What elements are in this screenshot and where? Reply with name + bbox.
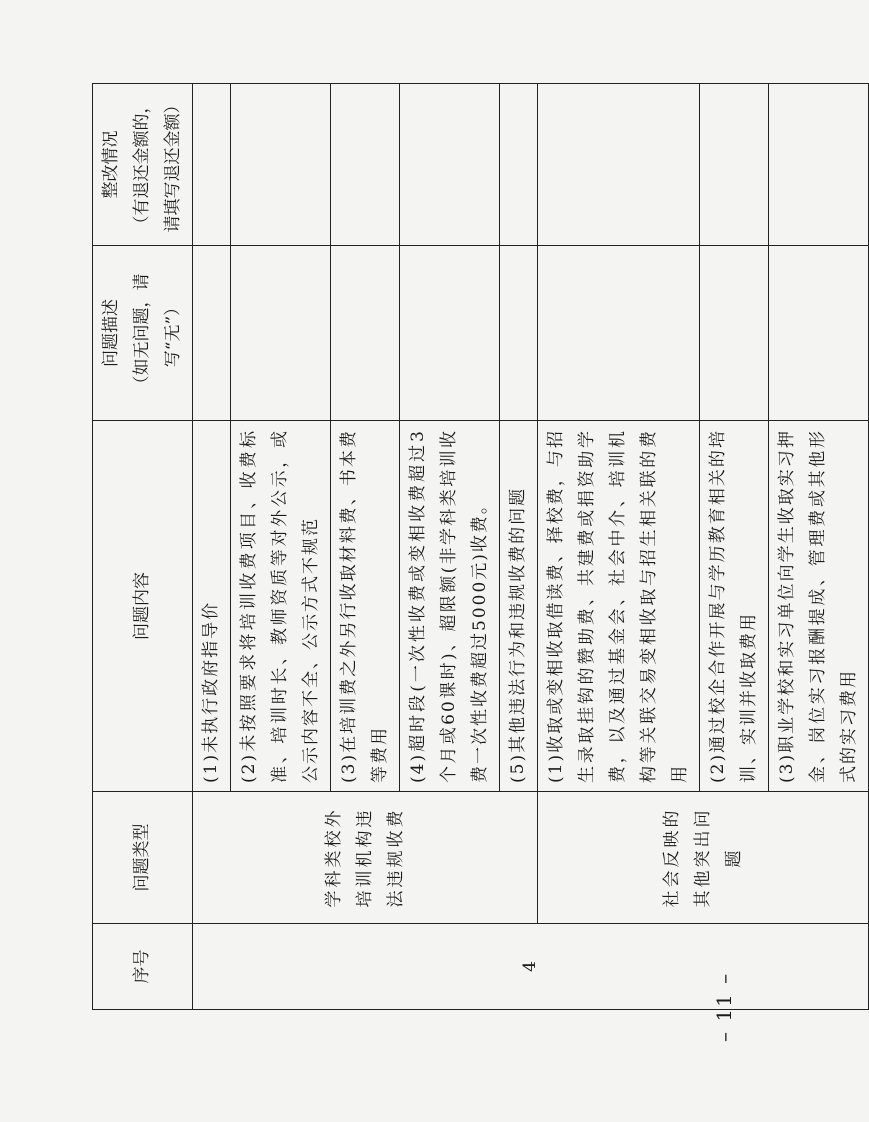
problem-item: (1)未执行政府指导价 — [193, 421, 231, 792]
rectification-cell[interactable] — [331, 84, 400, 246]
problem-item: (2)未按照要求将培训收费项目、收费标准、培训时长、教师资质等对外公示，或公示内容不全、公示方式不规范 — [231, 421, 331, 792]
rectification-cell[interactable] — [538, 84, 700, 246]
rectification-cell[interactable] — [193, 84, 231, 246]
header-rectification — [93, 84, 193, 246]
problem-item: (3)在培训费之外另行收取材料费、书本费等费用 — [331, 421, 400, 792]
serial-number: 4 — [193, 924, 869, 1010]
table-row — [538, 84, 700, 1010]
header-description-title: 问题描述 — [101, 299, 121, 367]
description-cell[interactable] — [331, 246, 400, 421]
problem-item: (1)收取或变相收取借读费、择校费，与招生录取挂钩的赞助费、共建费或捐资助学费，以及通过基金会、社会中介、培训机构等关联交易变相收取与招生相关联的费用 — [538, 421, 700, 792]
rectification-cell[interactable] — [231, 84, 331, 246]
description-cell[interactable] — [700, 246, 769, 421]
description-cell[interactable] — [193, 246, 231, 421]
header-problem-type: 问题类型 — [93, 792, 193, 924]
rectification-cell[interactable] — [400, 84, 500, 246]
header-rectification-title: 整改情况 — [101, 130, 121, 199]
problem-item: (3)职业学校和实习单位向学生收取实习押金、岗位实习报酬提成、管理费或其他形式的实习费用 — [769, 421, 869, 792]
problem-type-training: 学科类校外培训机构违法违规收费 — [193, 792, 538, 924]
problem-type-other: 社会反映的其他突出问题 — [538, 792, 869, 924]
description-cell[interactable] — [231, 246, 331, 421]
problem-item: (4)超时段(一次性收费或变相收费超过3个月或60课时)、超限额(非学科类培训收费一次性收费超过5000元)收费。 — [400, 421, 500, 792]
description-cell[interactable] — [400, 246, 500, 421]
description-cell[interactable] — [538, 246, 700, 421]
problem-item: (5)其他违法行为和违规收费的问题 — [500, 421, 538, 792]
rectification-cell[interactable] — [769, 84, 869, 246]
problem-item: (2)通过校企合作开展与学历教育相关的培训、实训并收取费用 — [700, 421, 769, 792]
rectification-cell[interactable] — [500, 84, 538, 246]
header-rectification-note: （有退还金额的，请填写退还金额） — [132, 96, 183, 233]
rectification-cell[interactable] — [700, 84, 769, 246]
table-header-row — [93, 84, 193, 1010]
table-row — [193, 84, 231, 1010]
description-cell[interactable] — [500, 246, 538, 421]
header-problem-description — [93, 246, 193, 421]
header-problem-content: 问题内容 — [93, 421, 193, 792]
header-description-note: （如无问题，请写“无”） — [132, 273, 183, 393]
description-cell[interactable] — [769, 246, 869, 421]
page-number: – 11 – — [712, 971, 736, 1042]
fee-inspection-table — [92, 83, 869, 1010]
header-serial: 序号 — [93, 924, 193, 1010]
